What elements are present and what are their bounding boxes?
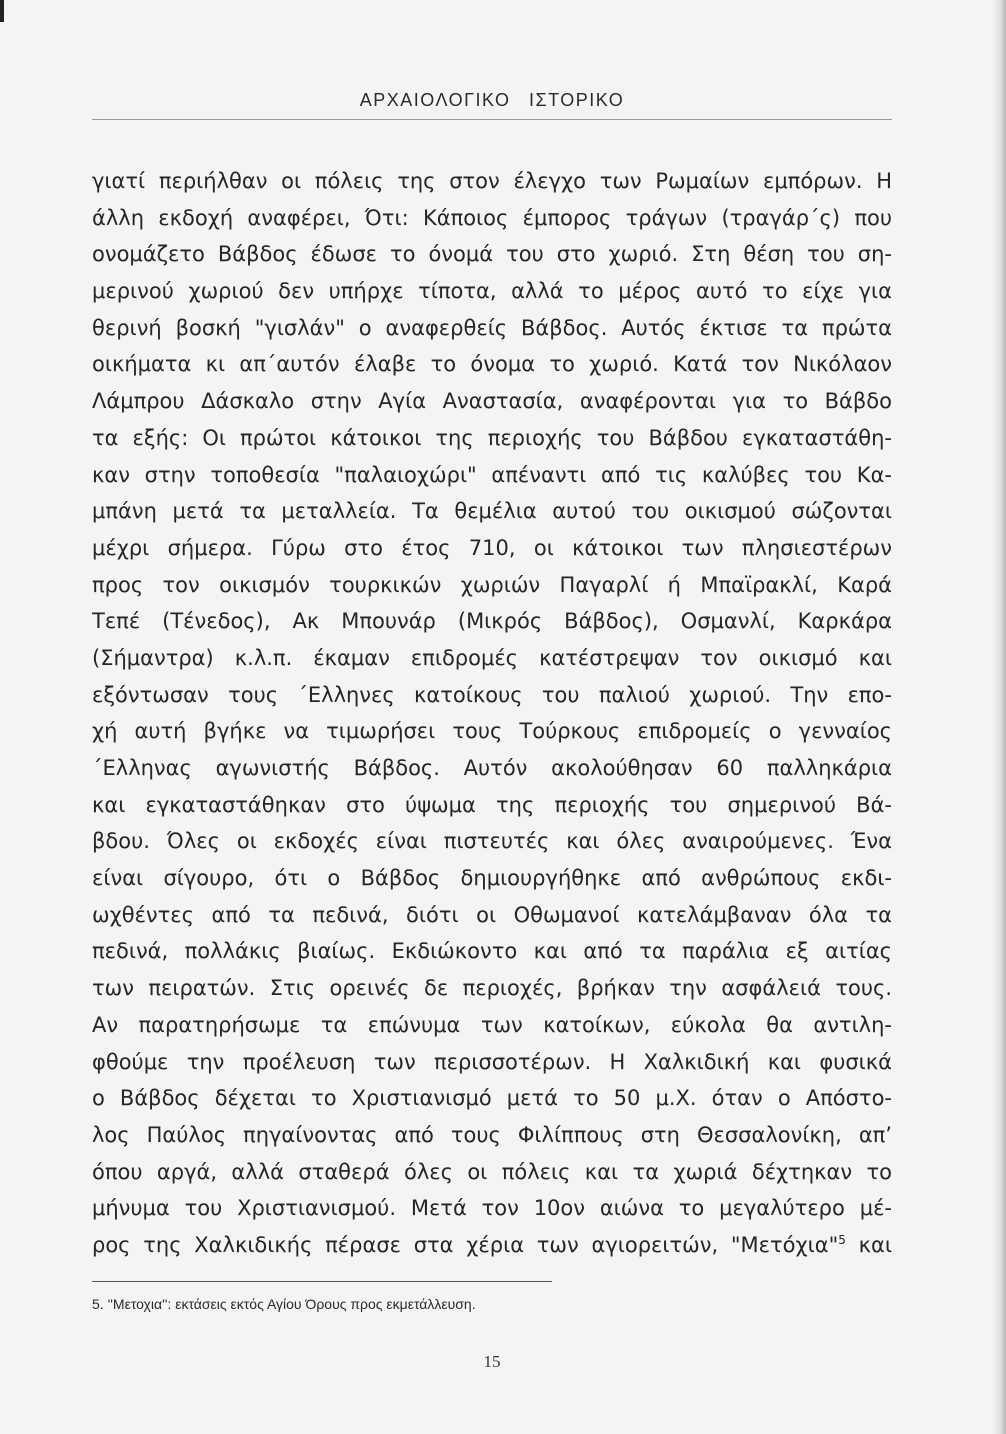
scan-corner-mark <box>0 0 4 22</box>
last-line-tail: και <box>845 1232 892 1257</box>
text-line: θερινή βοσκή "γισλάν" ο αναφερθείς Βάβδος. Αυτός έκτισε τα πρώτα <box>92 315 892 340</box>
body-text <box>92 163 892 1264</box>
text-line: χή αυτή βγήκε να τιμωρήσει τους Τούρκους επιδρομείς ο γενναίος <box>92 719 892 744</box>
page-number: 15 <box>483 1352 501 1371</box>
text-line: καν στην τοποθεσία "παλαιοχώρι" απέναντι από τις καλύβες του Κα- <box>92 462 892 487</box>
text-line: πεδινά, πολλάκις βιαίως. Εκδιώκοντο και από τα παράλια εξ αιτίας <box>92 939 892 964</box>
text-line: είναι σίγουρο, ότι ο Βάβδος δημιουργήθηκε από ανθρώπους εκδι- <box>92 866 892 891</box>
text-line: Τεπέ (Τένεδος), Ακ Μπουνάρ (Μικρός Βάβδος), Οσμανλί, Καρκάρα <box>92 609 892 634</box>
page-edge-shadow <box>992 0 1006 1434</box>
text-line: ΄Ελληνας αγωνιστής Βάβδος. Αυτόν ακολούθησαν 60 παλληκάρια <box>92 756 892 780</box>
text-line: προς τον οικισμόν τουρκικών χωριών Παγαρλί ή Μπαϊρακλί, Καρά <box>92 572 892 597</box>
text-line: εξόντωσαν τους ΄Ελληνες κατοίκους του παλιού χωριού. Την επο- <box>92 682 892 707</box>
text-line: ο Βάβδος δέχεται το Χριστιανισμό μετά το 50 μ.Χ. όταν ο Απόστο- <box>92 1086 892 1111</box>
text-line: ωχθέντες από τα πεδινά, διότι οι Οθωμανοί κατελάμβαναν όλα τα <box>92 902 892 927</box>
text-line: μπάνη μετά τα μεταλλεία. Τα θεμέλια αυτού του οικισμού σώζονται <box>92 499 892 524</box>
text-line: φθούμε την προέλευση των περισσοτέρων. Η Χαλκιδική και φυσικά <box>92 1049 892 1074</box>
text-line: λος Παύλος πηγαίνοντας από τους Φιλίππους στη Θεσσαλονίκη, απ’ <box>92 1122 892 1147</box>
text-line: ονομάζετο Βάβδος έδωσε το όνομά του στο χωριό. Στη θέση του ση- <box>92 242 892 267</box>
footnote: 5. ''Μετοχια'': εκτάσεις εκτός Αγίου Όρους προς εκμετάλλευση. <box>92 1296 476 1312</box>
footnote-rule <box>92 1281 552 1282</box>
text-line: άλλη εκδοχή αναφέρει, Ότι: Κάποιος έμπορος τράγων (τραγάρ΄ς) που <box>92 205 892 230</box>
header-rule <box>92 119 892 120</box>
last-line-text: ρος της Χαλκιδικής πέρασε στα χέρια των αγιορειτών, "Μετόχια" <box>92 1232 839 1257</box>
text-line: βδου. Όλες οι εκδοχές είναι πιστευτές και όλες αναιρούμενες. Ένα <box>92 829 892 854</box>
footnote-reference[interactable]: 5 <box>838 1232 846 1247</box>
text-line: τα εξής: Οι πρώτοι κάτοικοι της περιοχής του Βάβδου εγκαταστάθη- <box>92 425 892 450</box>
text-line: των πειρατών. Στις ορεινές δε περιοχές, βρήκαν την ασφάλειά τους. <box>92 976 892 1001</box>
text-line-last <box>92 1227 892 1264</box>
text-line: (Σήμαντρα) κ.λ.π. έκαμαν επιδρομές κατέστρεψαν τον οικισμό και <box>92 645 892 670</box>
text-line: μήνυμα του Χριστιανισμού. Μετά τον 10ον αιώνα το μεγαλύτερο μέ- <box>92 1196 892 1221</box>
text-line: Αν παρατηρήσωμε τα επώνυμα των κατοίκων, εύκολα θα αντιλη- <box>92 1012 892 1037</box>
text-line: οικήματα κι απ΄αυτόν έλαβε το όνομα το χωριό. Κατά τον Νικόλαον <box>92 352 892 377</box>
text-line: μέχρι σήμερα. Γύρω στο έτος 710, οι κάτοικοι των πλησιεστέρων <box>92 535 892 560</box>
text-line: όπου αργά, αλλά σταθερά όλες οι πόλεις και τα χωριά δέχτηκαν το <box>92 1159 892 1184</box>
text-line: μερινού χωριού δεν υπήρχε τίποτα, αλλά το μέρος αυτό το είχε για <box>92 279 892 304</box>
text-line: και εγκαταστάθηκαν στο ύψωμα της περιοχής του σημερινού Βά- <box>92 792 892 817</box>
running-header: ΑΡΧΑΙΟΛΟΓΙΚΟ ΙΣΤΟΡΙΚΟ <box>359 90 625 110</box>
text-line: γιατί περιήλθαν οι πόλεις της στον έλεγχο των Ρωμαίων εμπόρων. Η <box>92 169 892 193</box>
text-line: Λάμπρου Δάσκαλο στην Αγία Αναστασία, αναφέρονται για το Βάβδο <box>92 389 892 414</box>
